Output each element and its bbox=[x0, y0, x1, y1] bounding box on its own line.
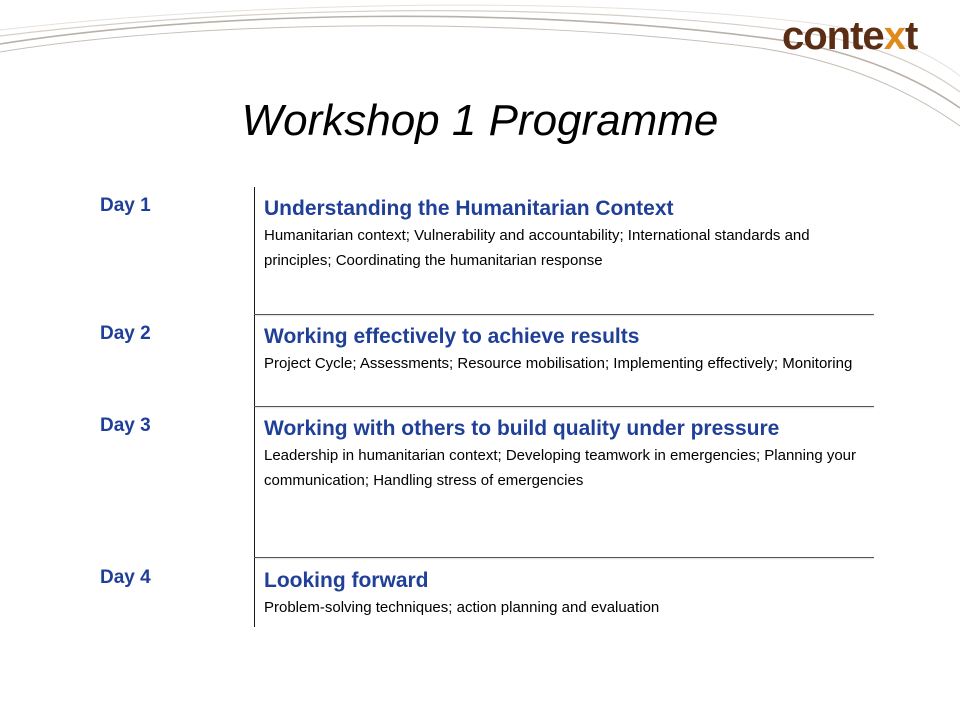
logo-suffix: t bbox=[904, 14, 918, 58]
day-content bbox=[264, 415, 864, 493]
day-description: Project Cycle; Assessments; Resource mobilisation; Implementing effectively; Monitoring bbox=[264, 355, 853, 372]
programme-row-day-3 bbox=[84, 405, 874, 557]
day-heading: Looking forward bbox=[264, 569, 429, 592]
day-heading: Working with others to build quality under pressure bbox=[264, 417, 780, 440]
logo-x-letter: x bbox=[883, 14, 905, 58]
day-label: Day 2 bbox=[100, 323, 151, 344]
page-title: Workshop 1 Programme bbox=[241, 96, 719, 145]
day-heading: Working effectively to achieve results bbox=[264, 325, 640, 348]
day-content bbox=[264, 567, 864, 620]
day-content bbox=[264, 323, 864, 376]
programme-row-day-4 bbox=[84, 557, 874, 625]
programme-row-day-2 bbox=[84, 313, 874, 405]
day-label: Day 3 bbox=[100, 415, 151, 436]
day-label: Day 1 bbox=[100, 195, 151, 216]
day-heading: Understanding the Humanitarian Context bbox=[264, 197, 674, 220]
day-label: Day 4 bbox=[100, 567, 151, 588]
day-description: Leadership in humanitarian context; Developing teamwork in emergencies; Planning your communication; Handling stress of emergencies bbox=[264, 447, 857, 489]
programme-table bbox=[84, 185, 874, 625]
day-description: Problem-solving techniques; action planning and evaluation bbox=[264, 599, 660, 616]
context-logo bbox=[782, 10, 917, 62]
day-content bbox=[264, 195, 864, 273]
day-description: Humanitarian context; Vulnerability and accountability; International standards and principles; Coordinating the humanitarian response bbox=[264, 227, 810, 269]
logo-prefix: conte bbox=[782, 14, 884, 58]
programme-row-day-1 bbox=[84, 185, 874, 313]
